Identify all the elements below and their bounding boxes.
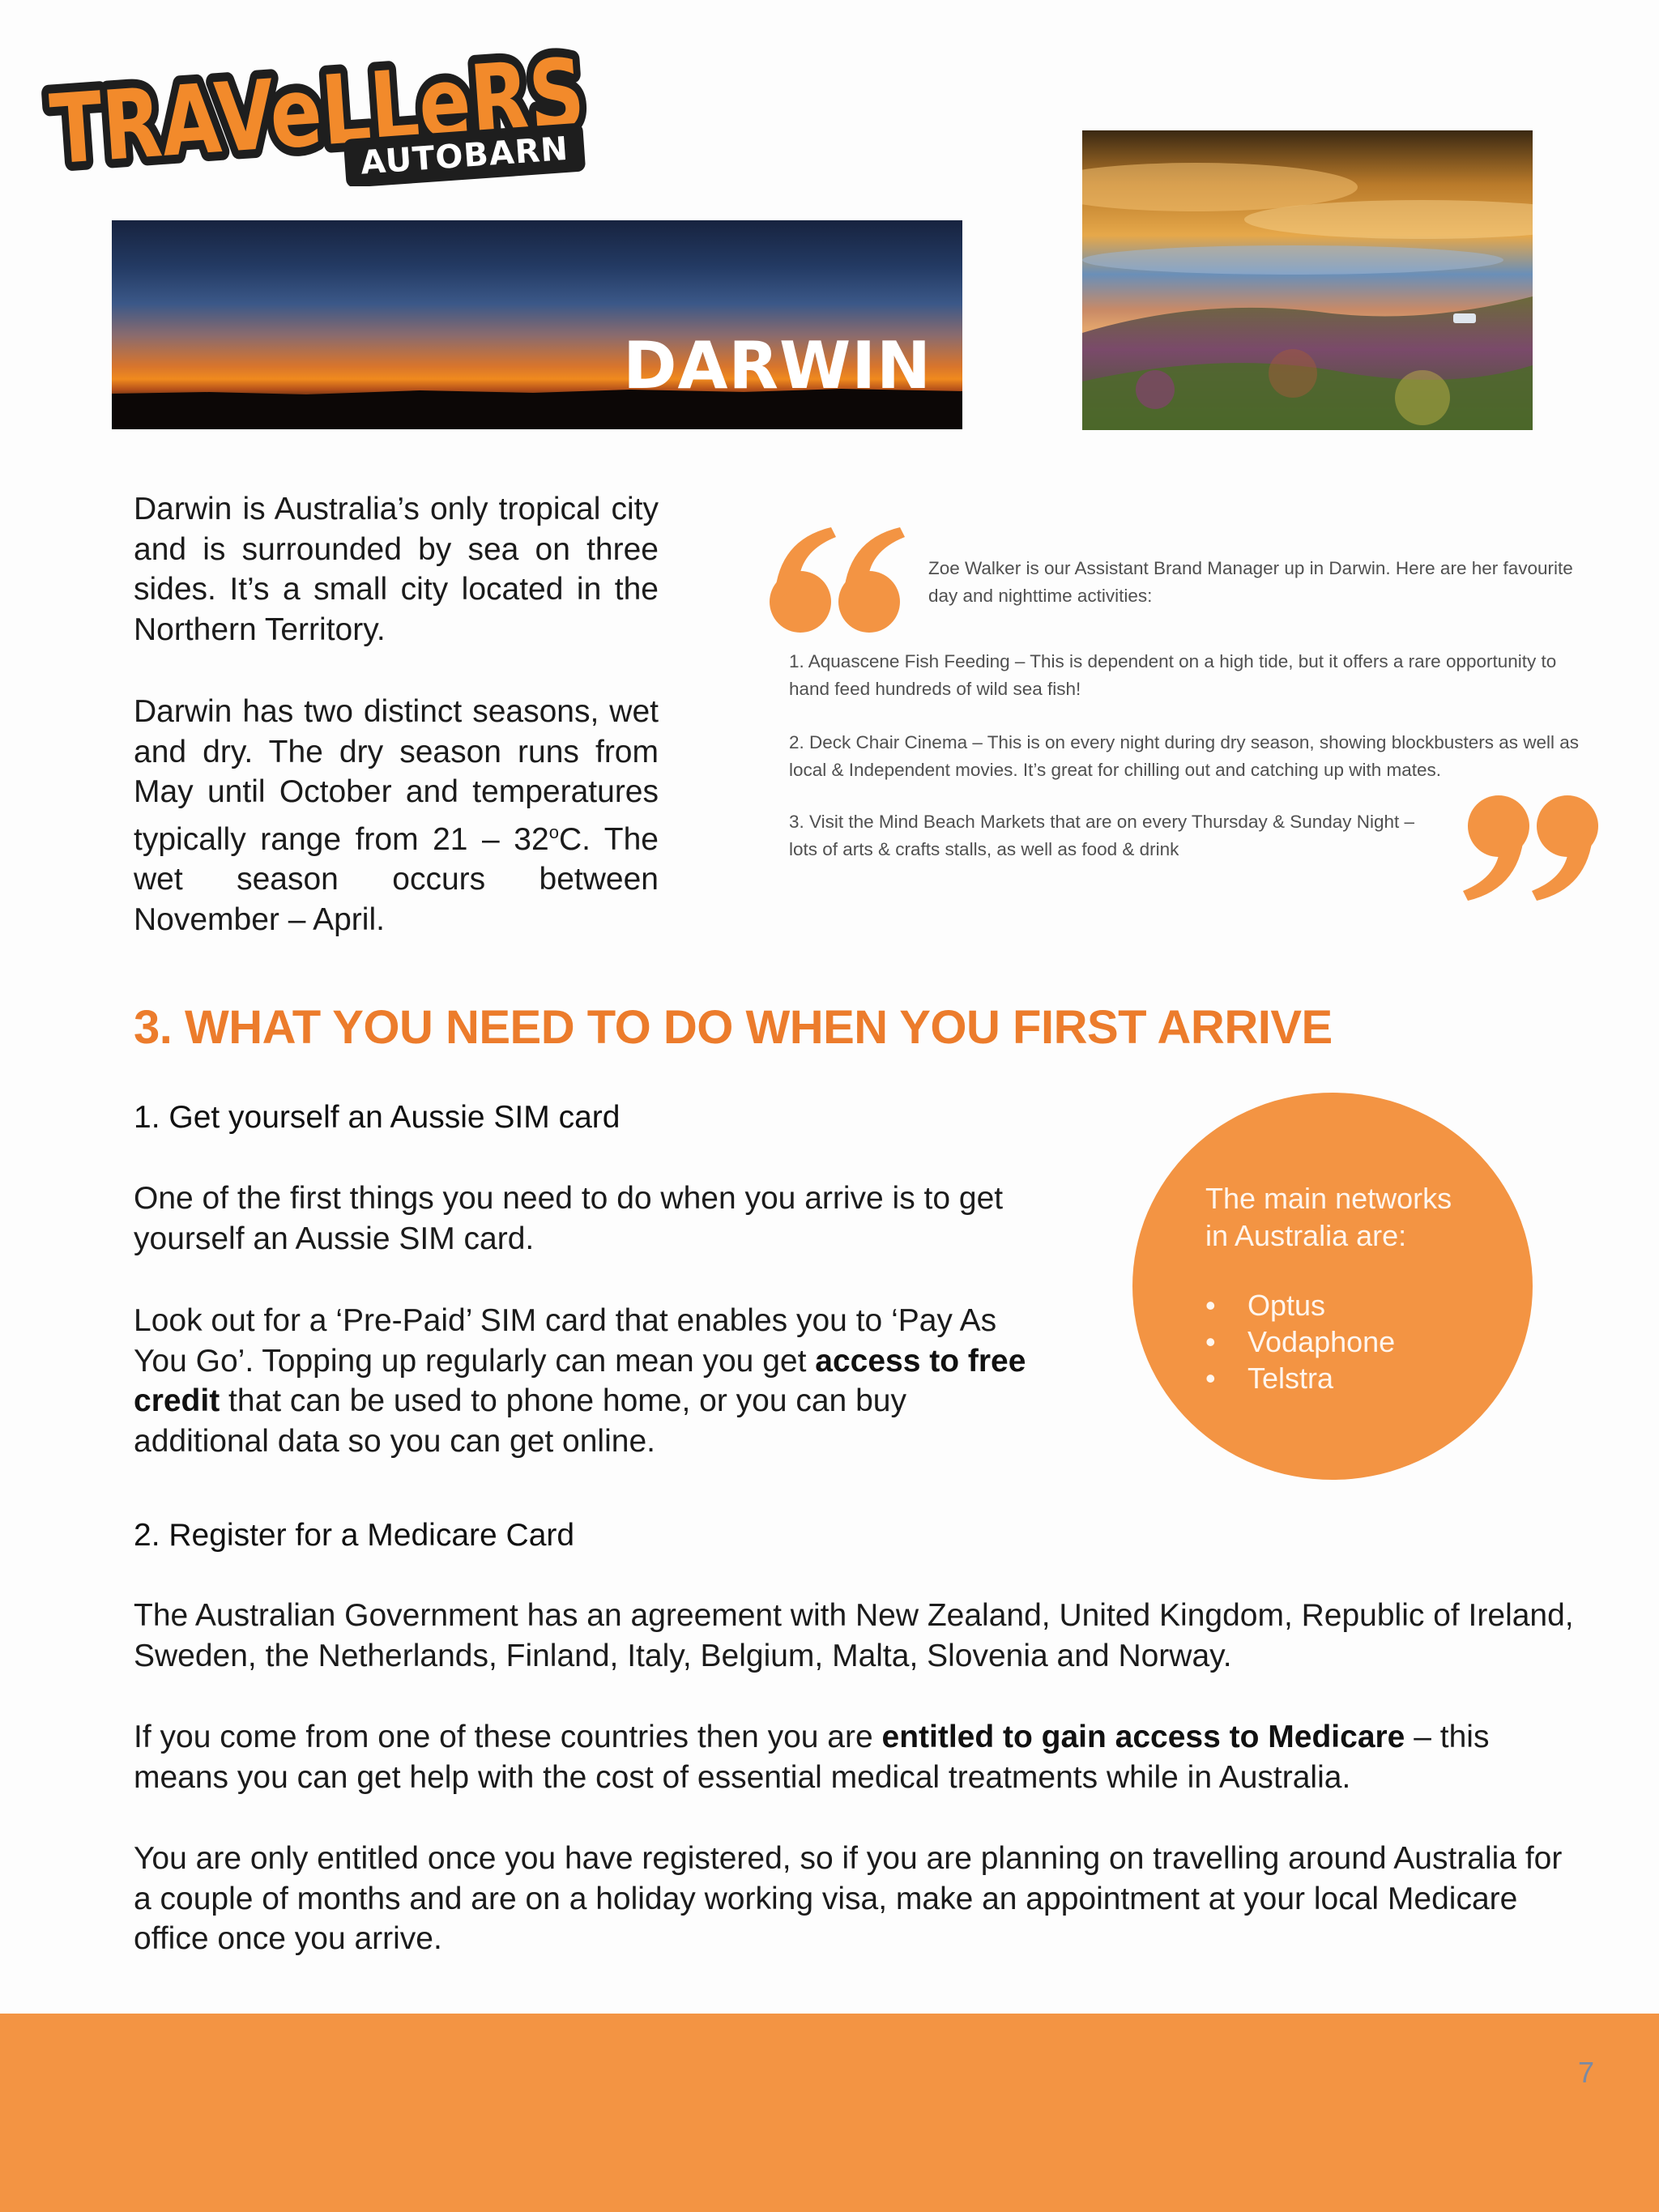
travellers-autobarn-logo xyxy=(41,32,608,186)
page-footer-band xyxy=(0,2014,1659,2212)
quote-activity-item: 1. Aquascene Fish Feeding – This is dependent on a high tide, but it offers a rare opportunity to hand feed hundreds of wild sea fish! xyxy=(789,651,1557,699)
network-item: • Telstra xyxy=(1205,1360,1395,1396)
medicare-paragraph-2-part-1: If you come from one of these countries then you are xyxy=(134,1720,882,1754)
networks-list xyxy=(1205,1287,1395,1396)
medicare-paragraph-3: You are only entitled once you have registered, so if you are planning on travelling around Australia for a couple of months and are on a holiday working visa, make an appointment at your local Medicare office once you arrive. xyxy=(134,1841,1563,1956)
intro-paragraph-2 xyxy=(134,692,659,940)
sim-paragraph-1: One of the first things you need to do when you arrive is to get yourself an Aussie SIM card. xyxy=(134,1181,1004,1256)
section-heading: 3. WHAT YOU NEED TO DO WHEN YOU FIRST ARRIVE xyxy=(134,1001,1333,1054)
medicare-heading: 2. Register for a Medicare Card xyxy=(134,1518,575,1553)
intro-paragraph-2-part-2: C. The wet season occurs between November – April. xyxy=(134,821,659,937)
medicare-paragraph-1: The Australian Government has an agreement with New Zealand, United Kingdom, Republic of Ireland, Sweden, the Netherlands, Finland, Italy, Belgium, Malta, Slovenia and Norway. xyxy=(134,1598,1574,1673)
sim-paragraph-2-part-1: Look out for a ‘Pre-Paid’ SIM card that enables you to ‘Pay As You Go’. Topping up regularly can mean you get xyxy=(134,1303,997,1379)
banner-title: DARWIN xyxy=(623,328,932,403)
intro-paragraph-2-part-1: Darwin has two distinct seasons, wet and dry. The dry season runs from May until October and temperatures typically range from 21 – 32 xyxy=(134,694,659,857)
quote-activity-item: 3. Visit the Mind Beach Markets that are on every Thursday & Sunday Night – lots of arts & crafts stalls, as well as food & drink xyxy=(789,812,1415,859)
quote-intro-text: Zoe Walker is our Assistant Brand Manager up in Darwin. Here are her favourite day and nighttime activities: xyxy=(928,558,1573,606)
sim-card-heading: 1. Get yourself an Aussie SIM card xyxy=(134,1100,621,1135)
sim-paragraph-2-part-2: that can be used to phone home, or you can buy additional data so you can get online. xyxy=(134,1383,906,1459)
outback-landscape-photo xyxy=(1082,130,1533,430)
network-item: • Vodaphone xyxy=(1205,1323,1395,1360)
logo-main-text: TRAVeLLeRS xyxy=(46,32,608,186)
networks-callout-circle xyxy=(1132,1093,1533,1480)
medicare-paragraph-2 xyxy=(134,1717,1576,1797)
free-credit-emphasis: access to free credit xyxy=(134,1343,1026,1418)
networks-title: The main networks in Australia are: xyxy=(1205,1182,1452,1252)
medicare-entitlement-emphasis: entitled to gain access to Medicare xyxy=(881,1720,1405,1754)
close-quote-icon xyxy=(1458,788,1600,906)
logo-graphic xyxy=(41,32,608,186)
intro-paragraph-1: Darwin is Australia’s only tropical city and is surrounded by sea on three sides. It’s a small city located in the Northern Territory. xyxy=(134,492,659,647)
landscape-illustration xyxy=(1082,130,1533,430)
open-quote-icon xyxy=(768,522,910,640)
page-number: 7 xyxy=(1577,2056,1594,2089)
logo-sub-text: AUTOBARN xyxy=(359,130,570,182)
degree-superscript: o xyxy=(548,821,559,842)
darwin-banner-image xyxy=(112,220,962,429)
staff-quote-box xyxy=(761,506,1612,919)
medicare-paragraph-2-part-2: – this means you can get help with the cost of essential medical treatments while in Australia. xyxy=(134,1720,1490,1795)
sim-paragraph-2 xyxy=(134,1301,1041,1461)
quote-activity-item: 2. Deck Chair Cinema – This is on every night during dry season, showing blockbusters as well as local & Independent movies. It’s great for chilling out and catching up with mates. xyxy=(789,732,1580,780)
network-item: • Optus xyxy=(1205,1287,1395,1323)
